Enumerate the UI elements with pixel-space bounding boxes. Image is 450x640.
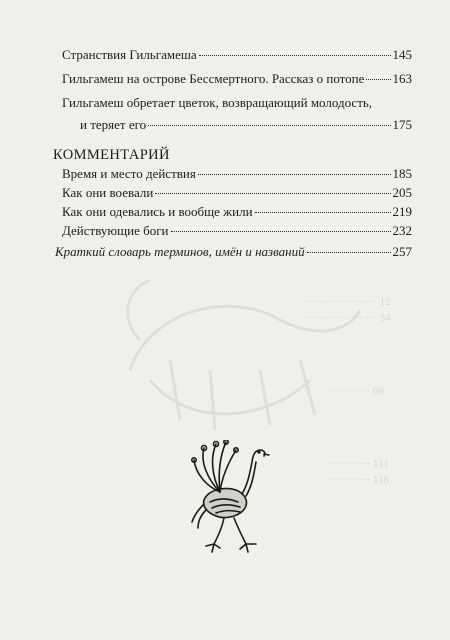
toc-top: [62, 46, 412, 134]
toc-glossary: [55, 243, 412, 261]
section-heading: КОММЕНТАРИЙ: [53, 147, 170, 163]
toc-entry[interactable]: [62, 70, 412, 88]
toc-entry-page: 145: [392, 47, 412, 62]
toc-entry-title: Как они одевались и вообще жили: [62, 204, 253, 219]
dot-leader: [366, 79, 390, 80]
toc-entry[interactable]: [62, 203, 412, 221]
toc-entry[interactable]: [55, 243, 412, 261]
toc-entry-title: Краткий словарь терминов, имён и названий: [55, 244, 305, 259]
toc-entry-page: 232: [392, 223, 412, 238]
toc-entry-page: 257: [392, 244, 412, 259]
toc-commentary: [62, 165, 412, 240]
toc-entry[interactable]: [62, 165, 412, 183]
toc-entry-title: Время и место действия: [62, 166, 196, 181]
bleed-through-illustration: [110, 250, 370, 450]
toc-entry[interactable]: [62, 222, 412, 240]
toc-entry-page: 175: [392, 117, 412, 132]
toc-entry-page: 219: [392, 204, 412, 219]
dot-leader: [155, 193, 390, 194]
dot-leader: [255, 212, 391, 213]
toc-entry-page: 205: [392, 185, 412, 200]
toc-entry-page: 163: [392, 71, 412, 86]
toc-entry-multiline[interactable]: [62, 94, 412, 134]
dot-leader: [199, 55, 391, 56]
toc-entry-title: Действующие боги: [62, 223, 169, 238]
toc-entry-title: Странствия Гильгамеша: [62, 47, 197, 62]
dot-leader: [148, 125, 390, 126]
dot-leader: [307, 252, 391, 253]
bleed-through-text-4: ··········· 111: [330, 458, 389, 470]
toc-entry[interactable]: [62, 184, 412, 202]
bleed-through-text-2: ····················· 34: [300, 312, 391, 324]
bleed-through-text-1: ····················· 12: [300, 296, 391, 308]
bleed-through-text-3: ··········· 68: [330, 385, 385, 397]
bleed-through-text-5: ··········· 118: [330, 474, 390, 486]
toc-entry[interactable]: [62, 46, 412, 64]
toc-entry-page: 185: [392, 166, 412, 181]
toc-entry-title: Гильгамеш на острове Бессмертного. Рассказ о потопе: [62, 71, 365, 86]
toc-entry-title: Как они воевали: [62, 185, 154, 200]
toc-entry-title-line2: и теряет его: [80, 117, 147, 132]
toc-entry-title-line1: Гильгамеш обретает цветок, возвращающий молодость,: [62, 95, 373, 110]
bird-icon: [190, 440, 270, 555]
dot-leader: [198, 174, 391, 175]
dot-leader: [171, 231, 391, 232]
